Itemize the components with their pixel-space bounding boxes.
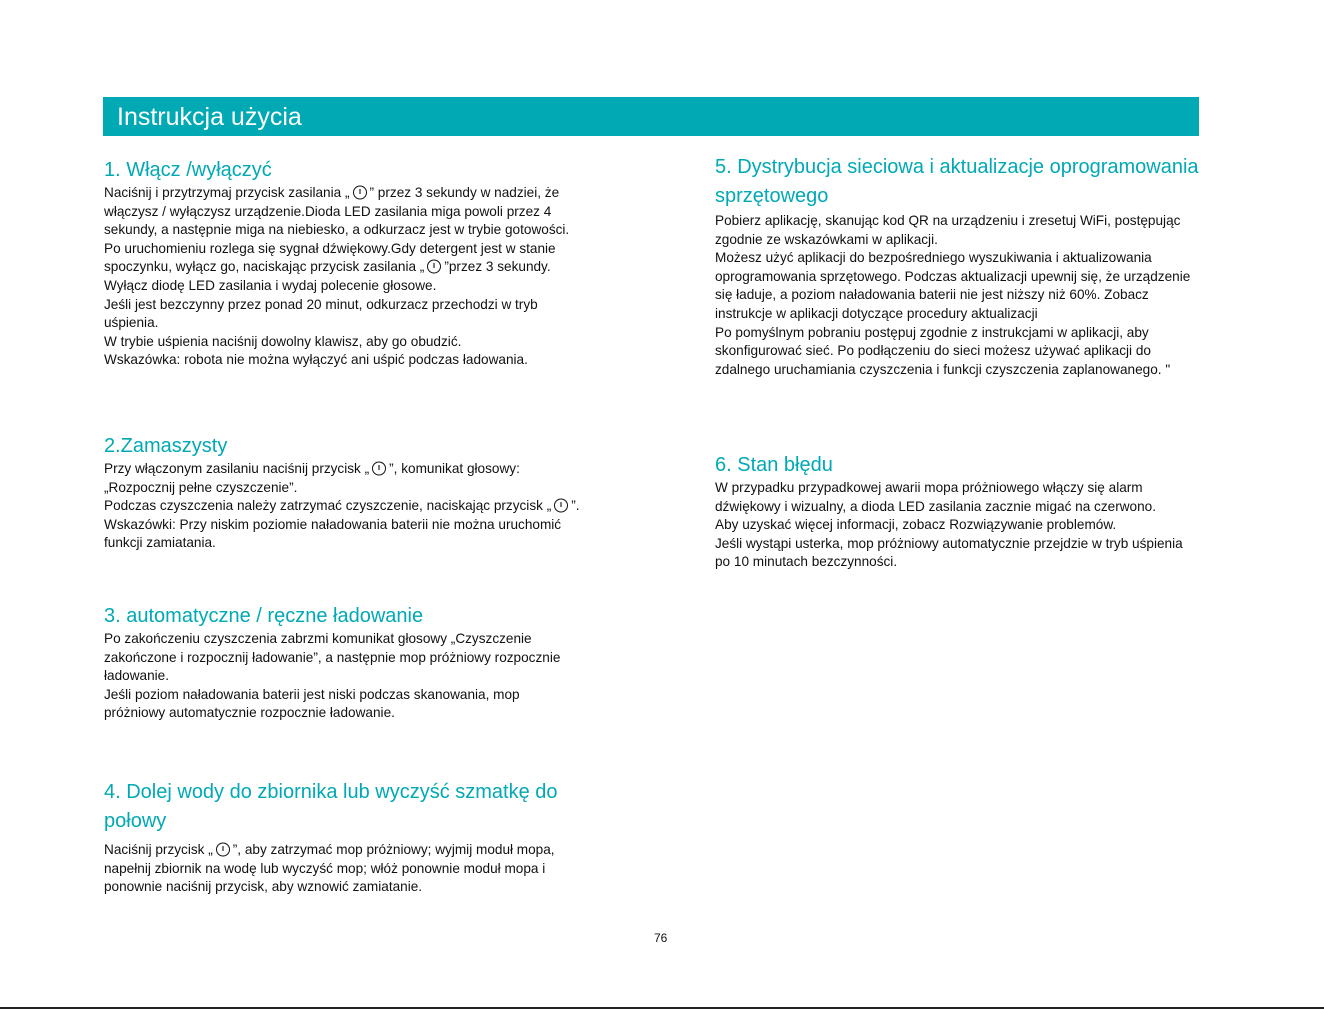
body-text bbox=[104, 460, 580, 479]
section-error-state bbox=[715, 451, 1183, 572]
section-title: 2.Zamaszysty bbox=[104, 435, 228, 457]
text-fragment: Podczas czyszczenia należy zatrzymać czyszczenie, naciskając przycisk „ bbox=[104, 498, 552, 514]
section-water-tank bbox=[104, 778, 558, 897]
text-fragment: spoczynku, wyłącz go, naciskając przycisk zasilania „ bbox=[104, 259, 425, 275]
body-text: Jeśli wystąpi usterka, mop próżniowy automatycznie przejdzie w tryb uśpienia bbox=[715, 535, 1183, 551]
section-title bbox=[104, 778, 558, 835]
body-text: Wyłącz diodę LED zasilania i wydaj polecenie głosowe. bbox=[104, 277, 437, 293]
text-fragment: Naciśnij przycisk „ bbox=[104, 842, 213, 857]
body-text: Aby uzyskać więcej informacji, zobacz Rozwiązywanie problemów. bbox=[715, 517, 1117, 533]
text-fragment: Naciśnij i przytrzymaj przycisk zasilania „ bbox=[104, 185, 350, 200]
body-text bbox=[104, 841, 558, 860]
body-text: się ładuje, a poziom naładowania baterii nie jest niższy niż 60%. Zobacz bbox=[715, 287, 1149, 303]
body-text: zgodnie ze wskazówkami w aplikacji. bbox=[715, 231, 938, 247]
body-text: ładowanie. bbox=[104, 668, 169, 684]
body-text: zakończone i rozpocznij ładowanie”, a następnie mop próżniowy rozpocznie bbox=[104, 649, 561, 665]
section-title-line: połowy bbox=[104, 809, 167, 832]
body-text: oprogramowania sprzętowego. Podczas aktualizacji upewnij się, że urządzenie bbox=[715, 268, 1191, 284]
body-text: zdalnego uruchamiania czyszczenia i funkcji czyszczenia zaplanowanego. " bbox=[715, 361, 1171, 377]
page-number: 76 bbox=[654, 931, 668, 945]
body-text: funkcji zamiatania. bbox=[104, 535, 216, 551]
body-text: W przypadku przypadkowej awarii mopa próżniowego włączy się alarm bbox=[715, 480, 1143, 495]
body-text: Wskazówki: Przy niskim poziomie naładowania baterii nie można uruchomić bbox=[104, 516, 562, 532]
section-title: 3. automatyczne / ręczne ładowanie bbox=[104, 605, 424, 627]
body-text: próżniowy automatycznie rozpocznie ładowanie. bbox=[104, 705, 395, 721]
body-text: sekundy, a następnie miga na niebiesko, a odkurzacz jest w trybie gotowości. bbox=[104, 222, 570, 238]
body-text: Po zakończeniu czyszczenia zabrzmi komunikat głosowy „Czyszczenie bbox=[104, 631, 532, 646]
body-text: włączysz / wyłączysz urządzenie.Dioda LED zasilania miga powoli przez 4 bbox=[104, 203, 552, 219]
text-fragment: ”, aby zatrzymać mop próżniowy; wyjmij moduł mopa, bbox=[232, 842, 555, 857]
power-button-icon bbox=[553, 497, 569, 513]
body-text: „Rozpocznij pełne czyszczenie”. bbox=[104, 479, 298, 495]
text-fragment: Przy włączonym zasilaniu naciśnij przycisk „ bbox=[104, 461, 370, 476]
section-network-firmware bbox=[715, 153, 1199, 379]
body-text: uśpienia. bbox=[104, 315, 159, 331]
section-charging bbox=[104, 602, 560, 723]
section-title-line: 4. Dolej wody do zbiornika lub wyczyść szmatkę do bbox=[104, 781, 558, 803]
body-text: dźwiękowy i wizualny, a dioda LED zasilania zacznie migać na czerwono. bbox=[715, 498, 1156, 514]
body-text: Jeśli poziom naładowania baterii jest niski podczas skanowania, mop bbox=[104, 686, 520, 702]
section-title: 6. Stan błędu bbox=[715, 454, 833, 476]
power-button-icon bbox=[352, 184, 368, 200]
body-text: Wskazówka: robota nie można wyłączyć ani uśpić podczas ładowania. bbox=[104, 352, 528, 368]
section-title-line: sprzętowego bbox=[715, 184, 829, 207]
body-text bbox=[104, 184, 569, 203]
section-title bbox=[715, 153, 1199, 210]
section-power bbox=[104, 156, 569, 370]
power-button-icon bbox=[371, 460, 387, 476]
body-text: skonfigurować sieć. Po podłączeniu do sieci możesz używać aplikacji do bbox=[715, 343, 1151, 359]
body-text: ponownie naciśnij przycisk, aby wznowić zamiatanie. bbox=[104, 879, 423, 895]
body-text: W trybie uśpienia naciśnij dowolny klawisz, aby go obudzić. bbox=[104, 333, 462, 349]
body-text: po 10 minutach bezczynności. bbox=[715, 554, 898, 570]
section-title: 1. Włącz /wyłączyć bbox=[104, 159, 272, 181]
page-title: Instrukcja użycia bbox=[117, 103, 302, 131]
section-sweeping bbox=[104, 432, 580, 553]
power-button-icon bbox=[426, 258, 442, 274]
body-text bbox=[104, 497, 580, 516]
power-button-icon bbox=[215, 841, 231, 857]
body-text: Po uruchomieniu rozlega się sygnał dźwiękowy.Gdy detergent jest w stanie bbox=[104, 240, 556, 256]
body-text: Po pomyślnym pobraniu postępuj zgodnie z instrukcjami w aplikacji, aby bbox=[715, 324, 1149, 340]
text-fragment: ”. bbox=[571, 498, 580, 514]
body-text: Możesz użyć aplikacji do bezpośredniego wyszukiwania i aktualizowania bbox=[715, 250, 1152, 266]
body-text: Pobierz aplikację, skanując kod QR na urządzeniu i zresetuj WiFi, postępując bbox=[715, 213, 1181, 228]
text-fragment: ” przez 3 sekundy w nadziei, że bbox=[369, 185, 560, 200]
body-text: instrukcje w aplikacji dotyczące procedury aktualizacji bbox=[715, 305, 1038, 321]
text-fragment: ”przez 3 sekundy. bbox=[444, 259, 551, 275]
section-title-line: 5. Dystrybucja sieciowa i aktualizacje oprogramowania bbox=[715, 156, 1199, 178]
body-text: Jeśli jest bezczynny przez ponad 20 minut, odkurzacz przechodzi w tryb bbox=[104, 296, 538, 312]
section-header-banner bbox=[103, 97, 1199, 136]
body-text: napełnij zbiornik na wodę lub wyczyść mop; włóż ponownie moduł mopa i bbox=[104, 860, 546, 876]
body-text bbox=[104, 258, 569, 277]
text-fragment: ”, komunikat głosowy: bbox=[389, 461, 520, 476]
